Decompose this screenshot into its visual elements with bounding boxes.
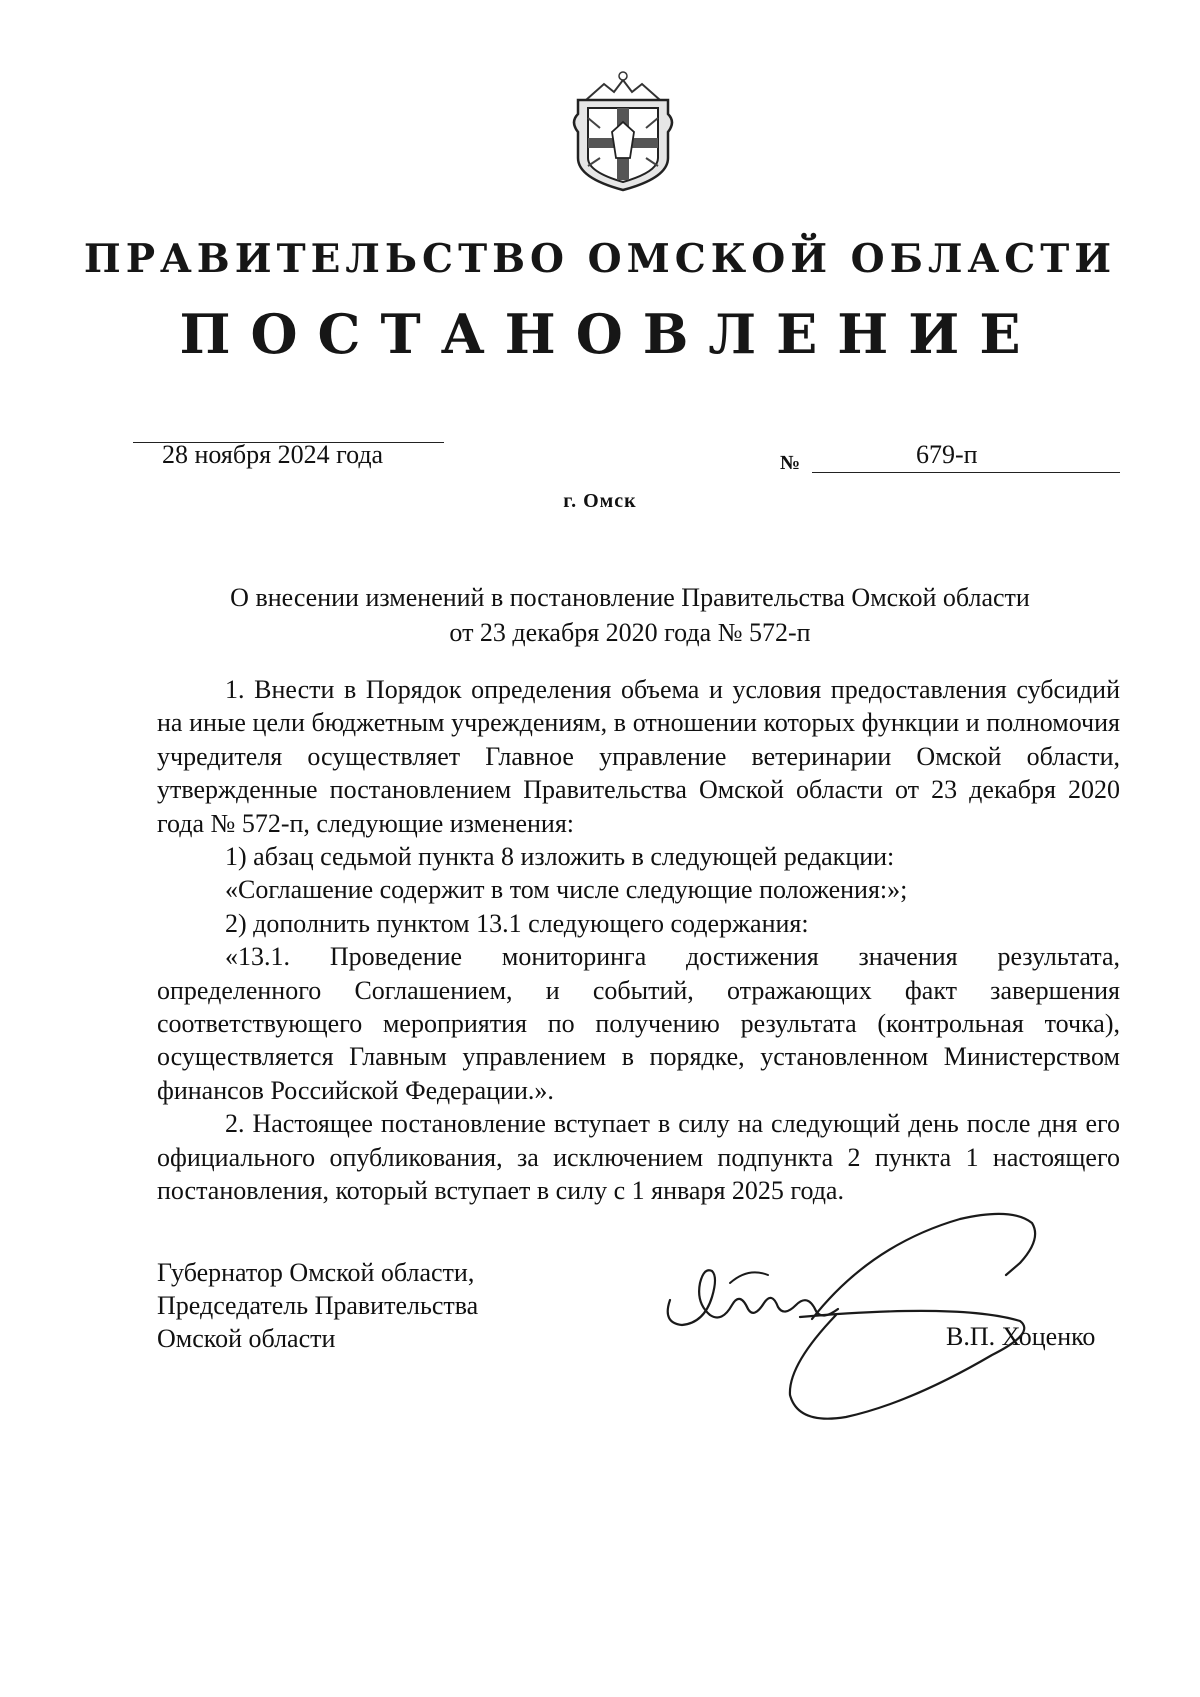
paragraph-1: 1. Внести в Порядок определения объема и условия предоставления субсидий на иные цели бюджетным учреждениям, в отношении которых функции и полномочия учредителя осуществляет Главное управление ветеринарии Омской области, утвержденные постановлением Правительства Омской области от 23 декабря 2020 года № 572-п, следующие изменения: (157, 675, 1120, 838)
position-line-2: Председатель Правительства (157, 1291, 479, 1320)
document-body (157, 673, 1120, 1208)
document-date: 28 ноября 2024 года (162, 440, 384, 469)
subject-line-1: О внесении изменений в постановление Правительства Омской области (230, 583, 1030, 612)
paragraph-1-sub-2-quote: «13.1. Проведение мониторинга достижения значения результата, определенного Соглашением, и событий, отражающих факт завершения соответствующего мероприятия по получению результата (контрольная точка), осуществляется Главным управлением в порядке, установленном Министерством финансов Российской Федерации.». (157, 942, 1120, 1105)
position-line-1: Губернатор Омской области, (157, 1258, 475, 1287)
issue-city: г. Омск (563, 490, 637, 512)
number-underline (812, 472, 1120, 473)
paragraph-1-sub-1: 1) абзац седьмой пункта 8 изложить в следующей редакции: (225, 842, 895, 872)
subject-line-2: от 23 декабря 2020 года № 572-п (449, 618, 811, 647)
document-number: 679-п (916, 440, 978, 469)
handwritten-signature-icon (660, 1205, 1100, 1435)
number-sign: № (780, 452, 801, 474)
organization-title: ПРАВИТЕЛЬСТВО ОМСКОЙ ОБЛАСТИ (83, 236, 1117, 282)
document-type-heading: ПОСТАНОВЛЕНИЕ (179, 302, 1041, 366)
signatory-name: В.П. Хоценко (946, 1322, 1096, 1351)
document-subject (150, 580, 1110, 650)
position-line-3: Омской области (157, 1324, 336, 1353)
paragraph-1-sub-2: 2) дополнить пунктом 13.1 следующего содержания: (225, 908, 809, 938)
paragraph-1-sub-1-quote: «Соглашение содержит в том числе следующие положения:»; (225, 875, 908, 905)
signatory-position (157, 1256, 478, 1355)
paragraph-2: 2. Настоящее постановление вступает в силу на следующий день после дня его официального опубликования, за исключением подпункта 2 пункта 1 настоящего постановления, который вступает в силу с 1 января 2025 года. (157, 1109, 1120, 1206)
omsk-coat-of-arms-icon (564, 62, 682, 194)
